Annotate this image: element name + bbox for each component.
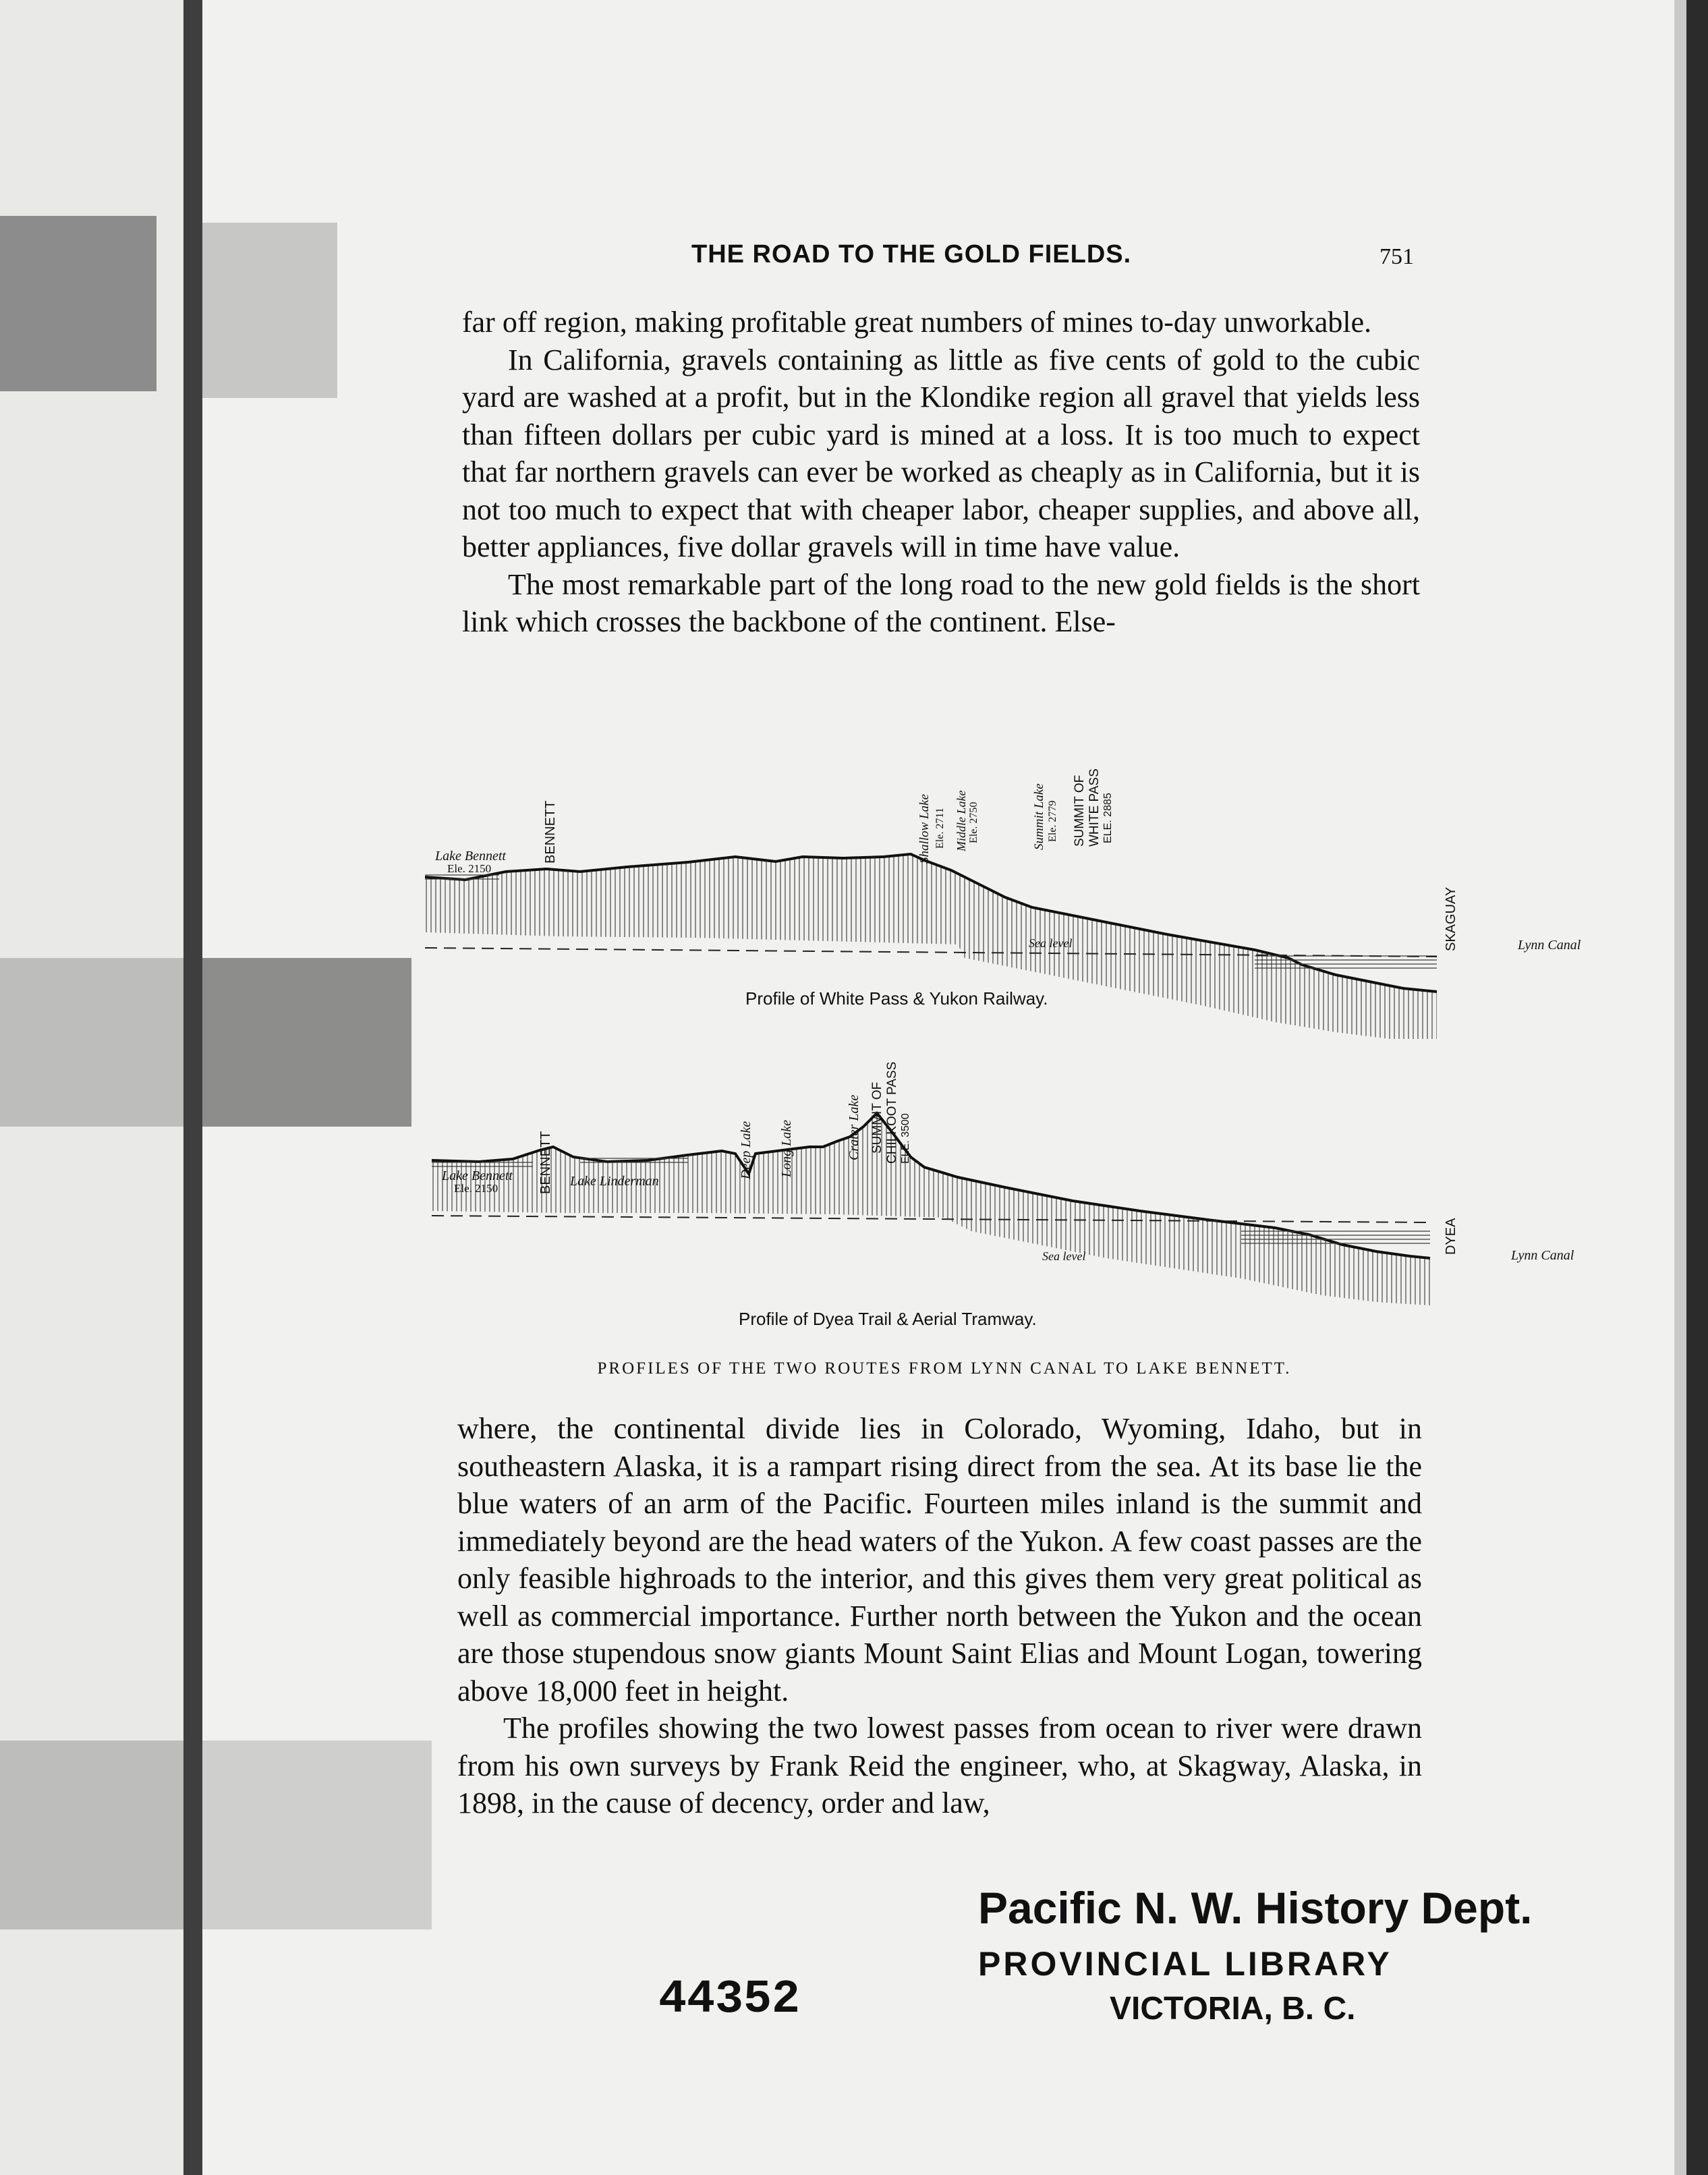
paragraph: In California, gravels containing as little as five cents of gold to the cubic yard are washed at a profit, but in the Klondike region all gravel that yields less than fifteen dollars per cubic yard is mined at a loss. It is too much to expect that far northern gravels can ever be worked as cheaply as in California, but it is not too much to expect that with cheaper labor, cheaper supplies, and above all, better appliances, five dollar gravels will in time have value.: [462, 343, 1420, 563]
profile-chilkoot-pass: [432, 1113, 1430, 1305]
facing-page-edge: [0, 0, 202, 2175]
label-summit-lake: Summit Lake: [1032, 783, 1046, 850]
lake-bennett-water: [432, 1159, 533, 1167]
page-edge: [1674, 0, 1686, 2175]
body-text-top: [462, 304, 1420, 641]
lynn-canal-water: [1241, 1228, 1430, 1244]
facing-page-shadow: [0, 958, 202, 1127]
running-title: THE ROAD TO THE GOLD FIELDS.: [691, 240, 1132, 269]
label-white-pass: WHITE PASS: [1087, 768, 1102, 847]
profiles-drawing: [425, 756, 1632, 1363]
sea-level-line: [425, 948, 1437, 957]
terrain-section: [432, 1113, 1430, 1305]
label-deep-lake: Deep Lake: [739, 1121, 753, 1179]
label-bennett: BENNETT: [543, 800, 558, 864]
lynn-canal-water: [1255, 955, 1437, 970]
label-sea-level: Sea level: [1029, 936, 1073, 950]
label-lake-bennett: Lake Bennett: [442, 1168, 513, 1183]
paragraph: The profiles showing the two lowest passes from ocean to river were drawn from his own surveys by Frank Reid the engineer, who, at Skagway, Alaska, in 1898, in the cause of decency, order and law,: [457, 1712, 1422, 1819]
label-shallow-lake: Shallow Lake: [917, 794, 932, 864]
accession-number-stamp: 44352: [658, 1973, 801, 2027]
figure-caption: PROFILES OF THE TWO ROUTES FROM LYNN CANAL TO LAKE BENNETT.: [597, 1359, 1292, 1378]
label-lake-linderman: Lake Linderman: [570, 1174, 659, 1189]
label-lake-bennett-ele: Ele. 2150: [454, 1182, 499, 1195]
label-crater-lake: Crater Lake: [847, 1094, 861, 1160]
library-stamp-line: PROVINCIAL LIBRARY: [978, 1945, 1392, 1983]
terrain-section: [425, 854, 1437, 1039]
label-lynn-canal: Lynn Canal: [1518, 938, 1581, 953]
label-lake-bennett-ele: Ele. 2150: [447, 862, 492, 875]
label-skaguay: SKAGUAY: [1444, 886, 1458, 951]
profile-title-white-pass: Profile of White Pass & Yukon Railway.: [745, 988, 1048, 1009]
page-header: [202, 235, 1686, 282]
label-summit-of: SUMMIT OF: [870, 1081, 884, 1154]
page-shadow: [202, 1741, 432, 1929]
profile-title-dyea-trail: Profile of Dyea Trail & Aerial Tramway.: [739, 1309, 1037, 1329]
label-long-lake: Long Lake: [779, 1120, 794, 1177]
label-chilkoot-pass-ele: ELE. 3500: [900, 1113, 911, 1164]
label-lynn-canal: Lynn Canal: [1511, 1248, 1574, 1263]
book-page: [202, 0, 1686, 2175]
lake-linderman-water: [580, 1158, 688, 1164]
label-lake-bennett: Lake Bennett: [435, 849, 506, 864]
label-summit-lake-ele: Ele. 2779: [1047, 800, 1058, 842]
label-middle-lake: Middle Lake: [955, 790, 968, 851]
library-stamp-line: Pacific N. W. History Dept.: [978, 1883, 1533, 1933]
label-white-pass-ele: ELE. 2885: [1102, 793, 1114, 843]
label-dyea: DYEA: [1444, 1218, 1458, 1255]
paragraph: far off region, making profitable great numbers of mines to-day unworkable.: [462, 306, 1372, 339]
profile-white-pass: [425, 854, 1437, 1039]
label-summit-of: SUMMIT OF: [1073, 774, 1087, 847]
page-shadow: [202, 958, 411, 1127]
label-middle-lake-ele: Ele. 2750: [968, 801, 979, 843]
label-chilkoot-pass: CHILKOOT PASS: [885, 1061, 899, 1164]
label-bennett: BENNETT: [538, 1131, 553, 1194]
library-stamp-line: VICTORIA, B. C.: [1110, 1991, 1356, 2027]
route-profiles-figure: [425, 756, 1632, 1390]
label-sea-level: Sea level: [1042, 1249, 1086, 1263]
page-number: 751: [1379, 244, 1414, 269]
paragraph: The most remarkable part of the long road to the new gold fields is the short link which crosses the backbone of the continent. Else-: [462, 567, 1420, 638]
facing-page-shadow: [0, 216, 156, 391]
label-shallow-lake-ele: Ele. 2711: [934, 808, 946, 849]
body-text-bottom: [457, 1410, 1422, 1822]
paragraph: where, the continental divide lies in Colorado, Wyoming, Idaho, but in southeastern Alaska, it is a rampart rising direct from the sea. At its base lie the blue waters of an arm of the Pacific. Fourteen miles inland is the summit and immediately beyond are the head waters of the Yukon. A few coast passes are the only feasible highroads to the interior, and this gives them very great political as well as commercial importance. Further north between the Yukon and the ocean are those stupendous snow giants Mount Saint Elias and Mount Logan, towering above 18,000 feet in height.: [457, 1412, 1422, 1707]
facing-page-shadow: [0, 1741, 202, 1929]
